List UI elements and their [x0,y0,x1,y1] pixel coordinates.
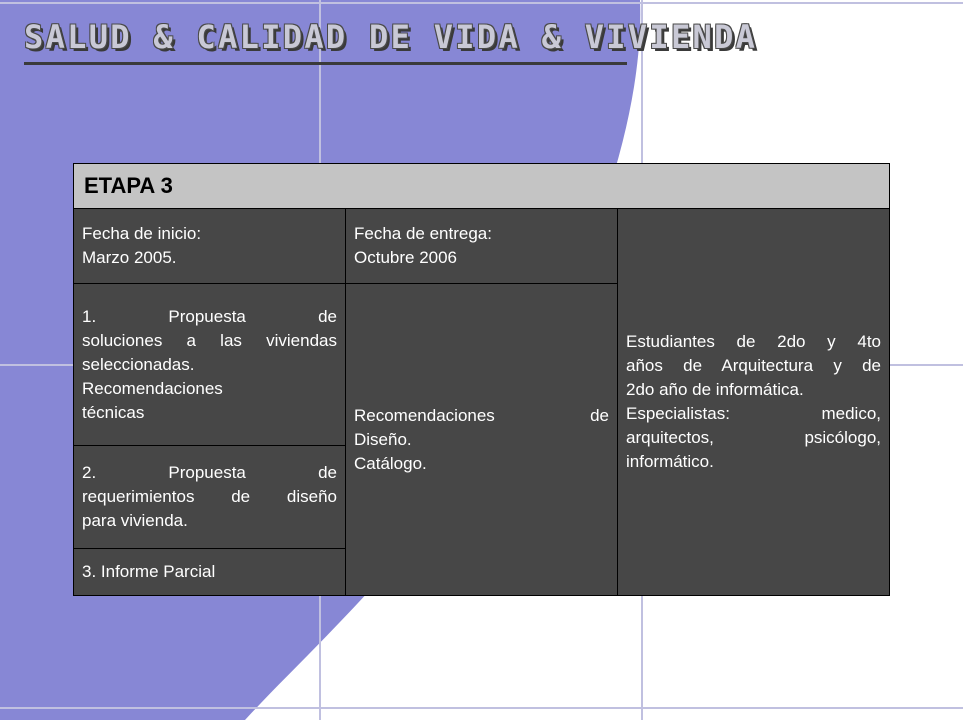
delivery-date-cell [346,209,618,284]
participants-line: años de Arquitectura y de [626,356,881,375]
participants-line: Estudiantes de 2do y 4to [626,332,881,351]
item-1-line: 1. Propuesta de [82,306,337,326]
item-1-cell [74,284,346,446]
title-underline [24,62,627,65]
recommendations-cell [346,284,618,596]
participants-cell [618,209,890,596]
participants-line: informático. [626,452,714,471]
start-date-cell [74,209,346,284]
start-date-label: Fecha de inicio: [82,224,202,243]
item-2-line: requerimientos de diseño [82,487,337,506]
item-1-line: Recomendaciones [82,378,223,398]
slide-title: SALUD & CALIDAD DE VIDA & VIVIENDA [24,18,758,56]
item-1-line: seleccionadas. [82,354,195,374]
item-1-line: soluciones a las viviendas [82,330,337,350]
participants-line: 2do año de informática. [626,380,804,399]
participants-line: arquitectos, psicólogo, [626,428,881,447]
item-1-line: técnicas [82,402,145,422]
recommendations-line: Diseño. [354,429,412,449]
recommendations-line: Recomendaciones de [354,405,609,425]
participants-line: Especialistas: medico, [626,404,881,423]
item-2-line: 2. Propuesta de [82,463,337,482]
delivery-date-label: Fecha de entrega: [354,224,492,243]
start-date-value: Marzo 2005. [82,248,177,267]
recommendations-line: Catálogo. [354,453,427,473]
stage-table [73,163,890,596]
table-header: ETAPA 3 [74,164,890,209]
item-2-cell [74,446,346,549]
item-2-line: para vivienda. [82,511,188,530]
item-3-cell: 3. Informe Parcial [74,549,346,596]
delivery-date-value: Octubre 2006 [354,248,458,267]
